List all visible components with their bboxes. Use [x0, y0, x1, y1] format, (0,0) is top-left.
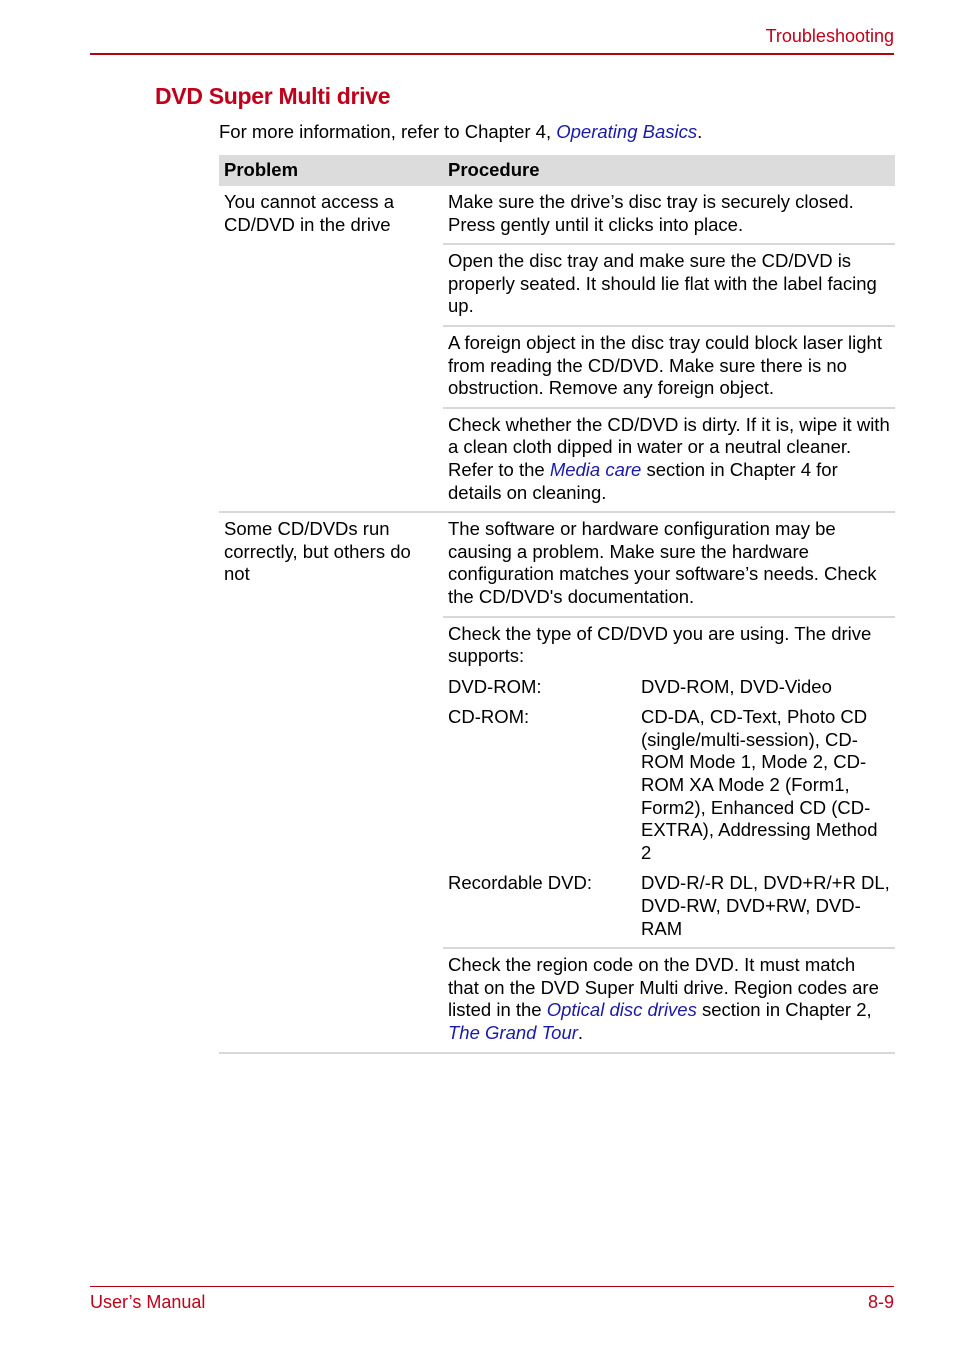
procedure-text: . [577, 1022, 584, 1043]
intro-suffix: . [697, 121, 703, 142]
support-type: DVD-ROM: [448, 675, 542, 697]
support-formats: CD-DA, CD-Text, Photo CD (single/multi-session), CD-ROM Mode 1, Mode 2, CD-ROM XA Mode 2 (Form1, Form2), Enhanced CD (CD-EXTRA), Addressing Method 2 [641, 706, 878, 863]
support-formats: DVD-ROM, DVD-Video [641, 675, 832, 697]
support-formats: DVD-R/-R DL, DVD+R/+R DL, DVD-RW, DVD+RW, DVD-RAM [641, 872, 890, 939]
table-row [219, 512, 895, 616]
procedure-text: section in Chapter 2, [696, 999, 872, 1021]
procedure-cell [443, 948, 895, 1052]
procedure-text: Check the region code on the DVD. It must match that on the DVD Super Multi drive. Region codes are listed in the [448, 954, 879, 1021]
support-type: CD-ROM: [448, 706, 530, 728]
column-header-problem: Problem [219, 155, 443, 186]
bottom-rule [90, 1286, 894, 1287]
the-grand-tour-link[interactable]: The Grand Tour [448, 1022, 578, 1043]
table-header-row [219, 155, 895, 186]
running-head: Troubleshooting [765, 26, 894, 46]
operating-basics-link[interactable]: Operating Basics [556, 121, 698, 142]
section-title: DVD Super Multi drive [155, 83, 391, 109]
intro-paragraph [219, 121, 702, 143]
procedure-text: section in Chapter 4 for details on cleaning. [448, 458, 838, 503]
support-type: Recordable DVD: [448, 872, 592, 894]
column-header-procedure: Procedure [443, 155, 895, 186]
intro-text: For more information, refer to Chapter 4, [219, 121, 557, 142]
problem-cell: Some CD/DVDs run correctly, but others do not [219, 512, 443, 1052]
optical-disc-drives-link[interactable]: Optical disc drives [546, 999, 697, 1021]
table-row [219, 186, 895, 244]
troubleshooting-table [219, 155, 895, 1054]
procedure-cell [443, 408, 895, 512]
support-row [448, 706, 891, 864]
media-care-link[interactable]: Media care [549, 458, 642, 480]
support-row [448, 676, 891, 699]
supports-intro: Check the type of CD/DVD you are using. The drive supports: [448, 622, 872, 667]
procedure-cell [443, 617, 895, 949]
top-rule [90, 53, 894, 55]
procedure-cell: Make sure the drive’s disc tray is securely closed. Press gently until it clicks into place. [443, 186, 895, 244]
problem-cell: You cannot access a CD/DVD in the drive [219, 186, 443, 512]
procedure-cell: A foreign object in the disc tray could block laser light from reading the CD/DVD. Make sure there is no obstruction. Remove any foreign object. [443, 326, 895, 408]
support-row [448, 872, 891, 940]
footer-page-number: 8-9 [867, 1292, 894, 1312]
footer-manual-title: User’s Manual [90, 1292, 206, 1312]
procedure-cell: Open the disc tray and make sure the CD/DVD is properly seated. It should lie flat with the label facing up. [443, 244, 895, 326]
procedure-text: Check whether the CD/DVD is dirty. If it is, wipe it with a clean cloth dipped in water or a neutral cleaner. Refer to the [448, 413, 890, 480]
procedure-cell: The software or hardware configuration may be causing a problem. Make sure the hardware configuration matches your software’s needs. Check the CD/DVD's documentation. [443, 512, 895, 616]
